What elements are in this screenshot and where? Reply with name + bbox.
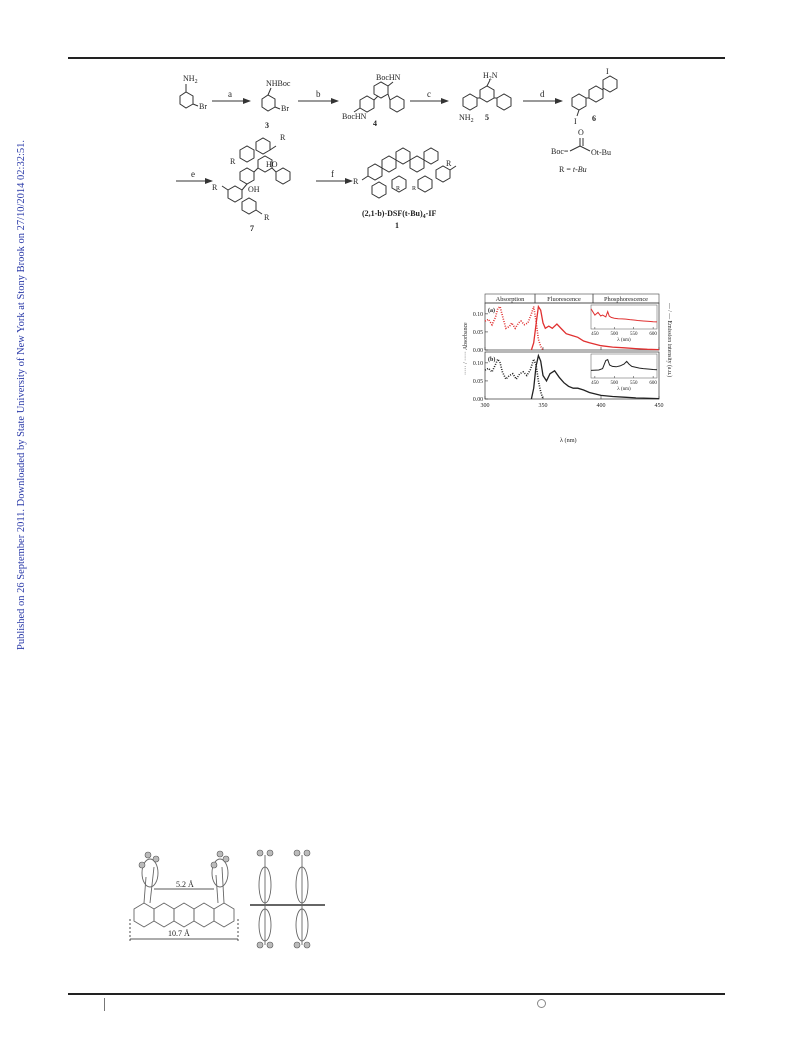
inset-b-frame <box>591 354 657 378</box>
ring-compound-1c <box>396 148 410 164</box>
inset-x-tick-label: 600 <box>649 332 657 337</box>
ring-compound-1f <box>372 182 386 198</box>
r-legend: R = t-Bu <box>559 165 587 174</box>
crystal-core-ring-1 <box>134 903 154 927</box>
compound-number-1: 1 <box>395 221 399 230</box>
footer-rule <box>68 993 725 995</box>
step-label-e: e <box>191 169 195 179</box>
label-r-7b: R <box>230 157 236 166</box>
boc-legend-prefix: Boc= <box>551 147 569 156</box>
dim-large-label: 10.7 Å <box>168 929 190 938</box>
inset-x-tick-label: 450 <box>591 381 599 386</box>
ring-compound-1b <box>382 156 396 172</box>
label-br-1: Br <box>199 102 207 111</box>
ring-compound-4c <box>390 96 404 112</box>
ring-compound-6b <box>589 86 603 102</box>
label-nh2-5: $NH_2$ <box>459 113 474 124</box>
crystal-core-ring-4 <box>194 903 214 927</box>
ring-compound-5a <box>463 94 477 110</box>
step-label-c: c <box>427 89 431 99</box>
ring-compound-1e <box>424 148 438 164</box>
label-i-2: I <box>574 117 577 126</box>
ring-compound-1a <box>368 164 382 180</box>
label-bochn-1: BocHN <box>376 73 401 82</box>
label-oh: OH <box>248 185 260 194</box>
y-tick-label: 0.05 <box>472 329 483 336</box>
header-phosphorescence: Phosphorescence <box>603 296 649 303</box>
ring-compound-5c <box>497 94 511 110</box>
product-name: $(2,1-b)-DSF(t-Bu)_4-IF$ <box>362 209 437 220</box>
compound-number-3: 3 <box>265 121 269 130</box>
label-r-1b: R <box>446 159 452 168</box>
ring-compound-7c <box>276 168 290 184</box>
crystal-core-ring-3 <box>174 903 194 927</box>
ring-compound-6a <box>572 94 586 110</box>
inset-x-tick-label: 550 <box>629 332 638 337</box>
ring-compound-1h <box>418 176 432 192</box>
inset-x-axis-label: λ (nm) <box>617 387 631 392</box>
label-nhboc: NHBoc <box>266 79 291 88</box>
label-r-7c: R <box>212 183 218 192</box>
label-ho: HO <box>266 160 278 169</box>
crystal-core-ring-5 <box>214 903 234 927</box>
x-tick-label: 450 <box>654 403 664 409</box>
inset-x-tick-label: 500 <box>610 332 619 337</box>
download-watermark[interactable]: Published on 26 September 2011. Downloaded by State University of New York at Stony Brook on 27/10/2014 02:32:51. <box>16 140 27 650</box>
y-tick-label: 0.10 <box>472 311 483 318</box>
compound-number-5: 5 <box>485 113 489 122</box>
right-axis-label: — / — Emission intensity (a.u.) <box>666 303 672 378</box>
label-r-7a: R <box>280 133 286 142</box>
ring-compound-1d <box>410 156 424 172</box>
ring-compound-4a <box>360 96 374 112</box>
ring-compound-1i <box>436 166 450 182</box>
ring-compound-3 <box>262 95 275 111</box>
crystal-core-ring-2 <box>154 903 174 927</box>
y-tick-label: 0.00 <box>472 397 483 403</box>
ring-compound-7g <box>240 146 254 162</box>
ring-compound-7f <box>256 138 270 154</box>
label-br-2: Br <box>281 104 289 113</box>
x-axis-label: λ (nm) <box>560 437 577 444</box>
compound-number-4: 4 <box>373 119 377 128</box>
left-axis-label: ····· / ····· Absorbance <box>463 322 469 375</box>
inset-x-axis-label: λ (nm) <box>617 338 631 343</box>
ring-compound-5b <box>480 86 494 102</box>
ring-compound-7a <box>240 168 254 184</box>
y-tick-label: 0.05 <box>472 378 483 385</box>
dim-small-label: 5.2 Å <box>176 880 194 889</box>
step-label-b: b <box>316 89 321 99</box>
label-r-1c: R <box>396 186 401 192</box>
compound-number-6: 6 <box>592 114 596 123</box>
footer-divider <box>104 998 105 1011</box>
label-r-7d: R <box>264 213 270 222</box>
label-h2n: $H_2N$ <box>483 71 498 82</box>
inset-x-tick-label: 550 <box>629 381 638 386</box>
footer-circle-icon <box>537 999 546 1008</box>
label-r-1d: R <box>412 186 417 192</box>
header-absorption: Absorption <box>495 296 525 303</box>
ring-bromoaniline <box>180 92 193 108</box>
header-fluorescence: Fluorescence <box>547 296 581 303</box>
boc-legend-tail: Ot-Bu <box>591 148 611 157</box>
boc-legend-o: O <box>578 128 584 137</box>
spectra-headers <box>485 294 659 303</box>
inset-x-tick-label: 450 <box>591 332 599 337</box>
label-i-1: I <box>606 67 609 76</box>
inset-x-tick-label: 500 <box>610 381 619 386</box>
label-nh2: $NH_2$ <box>183 74 198 85</box>
inset-a-frame <box>591 305 657 329</box>
y-tick-label: 0.10 <box>472 360 483 367</box>
label-r-1a: R <box>353 177 359 186</box>
ring-compound-6c <box>603 76 617 92</box>
label-bochn-2: BocHN <box>342 112 367 121</box>
spectra-figure <box>455 285 680 450</box>
x-tick-label: 350 <box>538 403 548 409</box>
step-label-d: d <box>540 89 545 99</box>
x-tick-label: 300 <box>480 403 490 409</box>
ring-compound-7e <box>242 198 256 214</box>
inset-x-tick-label: 600 <box>649 381 657 386</box>
crystal-structure-figure <box>120 845 340 955</box>
panel-label-a: (a) <box>488 308 495 314</box>
synthesis-scheme <box>0 0 793 270</box>
ring-compound-7d <box>228 186 242 202</box>
step-label-f: f <box>331 169 334 179</box>
step-label-a: a <box>228 89 232 99</box>
x-tick-label: 400 <box>596 403 606 409</box>
panel-label-b: (b) <box>488 357 496 363</box>
ring-compound-4b <box>374 82 388 98</box>
compound-number-7: 7 <box>250 224 254 233</box>
y-tick-label: 0.00 <box>472 348 483 354</box>
